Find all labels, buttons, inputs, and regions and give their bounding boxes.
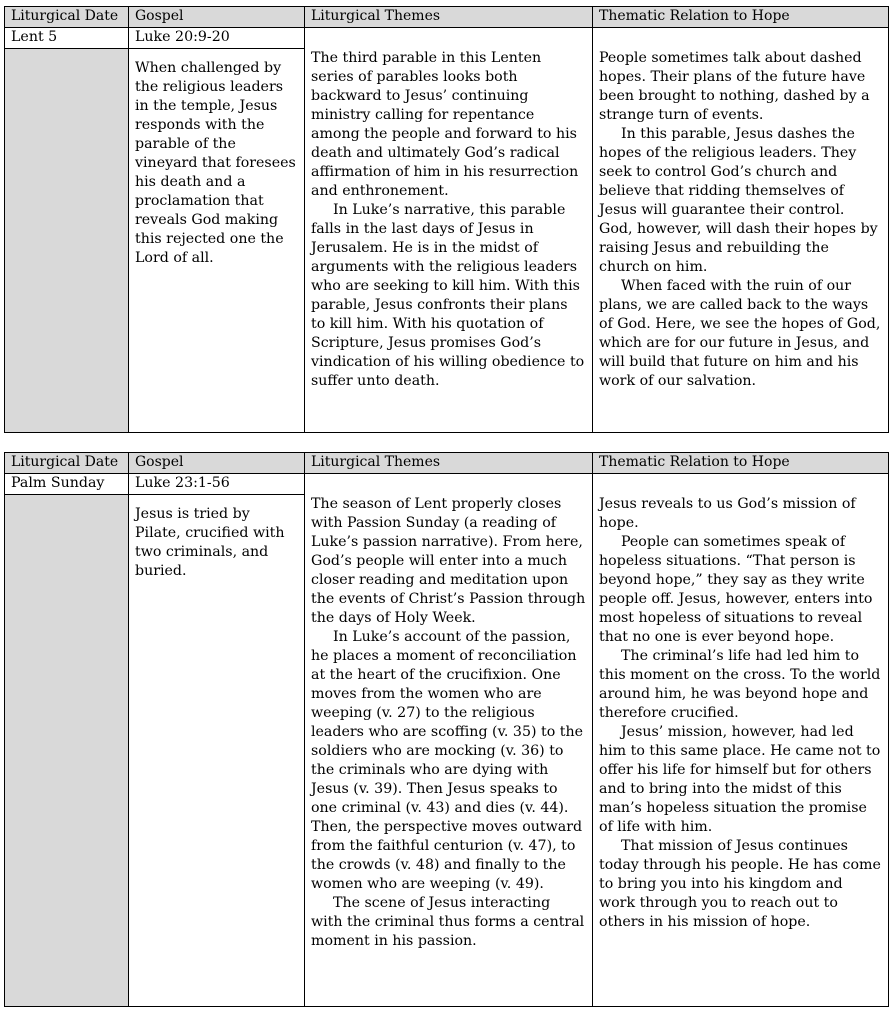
- hope-paragraph: Jesus’ mission, however, had led him to this same place. He came not to offer his life for himself but for others and to bring into the midst of this man’s hopeless situation the promise of life with him.: [599, 724, 881, 835]
- header-row: [5, 7, 889, 28]
- hope-relation-cell: [593, 28, 889, 433]
- header-liturgical-date: Liturgical Date: [5, 453, 129, 474]
- themes-paragraph: The scene of Jesus interacting with the criminal thus forms a central moment in his passion.: [311, 895, 585, 949]
- liturgical-themes-cell: [305, 28, 593, 433]
- header-row: [5, 453, 889, 474]
- lectionary-table-palm-sunday: [4, 452, 889, 1007]
- liturgical-date: Palm Sunday: [5, 474, 129, 495]
- hope-paragraph: When faced with the ruin of our plans, we are called back to the ways of God. Here, we see the hopes of God, which are for our future in Jesus, and will build that future on him and his work of our salvation.: [599, 278, 881, 389]
- date-filler-cell: [5, 49, 129, 433]
- caption-row: [5, 28, 889, 49]
- liturgical-themes-cell: [305, 474, 593, 1007]
- hope-paragraph: The criminal’s life had led him to this moment on the cross. To the world around him, he was beyond hope and therefore crucified.: [599, 648, 881, 721]
- header-thematic-relation-to-hope: Thematic Relation to Hope: [593, 453, 889, 474]
- date-filler-cell: [5, 495, 129, 1007]
- header-liturgical-date: Liturgical Date: [5, 7, 129, 28]
- hope-paragraph: That mission of Jesus continues today through his people. He has come to bring you into his kingdom and work through you to reach out to others in his mission of hope.: [599, 838, 881, 930]
- hope-paragraph: Jesus reveals to us God’s mission of hope.: [599, 496, 856, 531]
- caption-row: [5, 474, 889, 495]
- themes-paragraph: The season of Lent properly closes with Passion Sunday (a reading of Luke’s passion narrative). From here, God’s people will enter into a much closer reading and meditation upon the events of Christ’s Passion through the days of Holy Week.: [311, 496, 586, 626]
- liturgical-date: Lent 5: [5, 28, 129, 49]
- header-liturgical-themes: Liturgical Themes: [305, 453, 593, 474]
- hope-paragraph: People sometimes talk about dashed hopes. Their plans of the future have been brought to nothing, dashed by a strange turn of events.: [599, 50, 870, 123]
- themes-paragraph: In Luke’s account of the passion, he places a moment of reconciliation at the heart of the crucifixion. One moves from the women who are weeping (v. 27) to the religious leaders who are scoffing (v. 35) to the soldiers who are mocking (v. 36) to the criminals who are dying with Jesus (v. 39). Then Jesus speaks to one criminal (v. 43) and dies (v. 44). Then, the perspective moves outward from the faithful centurion (v. 47), to the crowds (v. 48) and finally to the women who are weeping (v. 49).: [311, 629, 584, 892]
- lectionary-table-lent-5: [4, 6, 889, 433]
- header-gospel: Gospel: [129, 453, 305, 474]
- hope-relation-cell: [593, 474, 889, 1007]
- hope-paragraph: People can sometimes speak of hopeless situations. “That person is beyond hope,” they say as they write people off. Jesus, however, enters into most hopeless of situations to reveal that no one is ever beyond hope.: [599, 534, 873, 645]
- gospel-summary: Jesus is tried by Pilate, crucified with two criminals, and buried.: [129, 495, 305, 1007]
- header-gospel: Gospel: [129, 7, 305, 28]
- gospel-reference: Luke 23:1-56: [129, 474, 305, 495]
- themes-paragraph: In Luke’s narrative, this parable falls in the last days of Jesus in Jerusalem. He is in the midst of arguments with the religious leaders who are seeking to kill him. With this parable, Jesus confronts their plans to kill him. With his quotation of Scripture, Jesus promises God’s vindication of his willing obedience to suffer unto death.: [311, 202, 585, 389]
- header-liturgical-themes: Liturgical Themes: [305, 7, 593, 28]
- hope-paragraph: In this parable, Jesus dashes the hopes of the religious leaders. They seek to control God’s church and believe that ridding themselves of Jesus will guarantee their control. God, however, will dash their hopes by raising Jesus and rebuilding the church on him.: [599, 126, 878, 275]
- themes-paragraph: The third parable in this Lenten series of parables looks both backward to Jesus’ continuing ministry calling for repentance among the people and forward to his death and ultimately God’s radical affirmation of him in his resurrection and enthronement.: [311, 50, 579, 199]
- gospel-summary: When challenged by the religious leaders in the temple, Jesus responds with the parable of the vineyard that foresees his death and a proclamation that reveals God making this rejected one the Lord of all.: [129, 49, 305, 433]
- header-thematic-relation-to-hope: Thematic Relation to Hope: [593, 7, 889, 28]
- gospel-reference: Luke 20:9-20: [129, 28, 305, 49]
